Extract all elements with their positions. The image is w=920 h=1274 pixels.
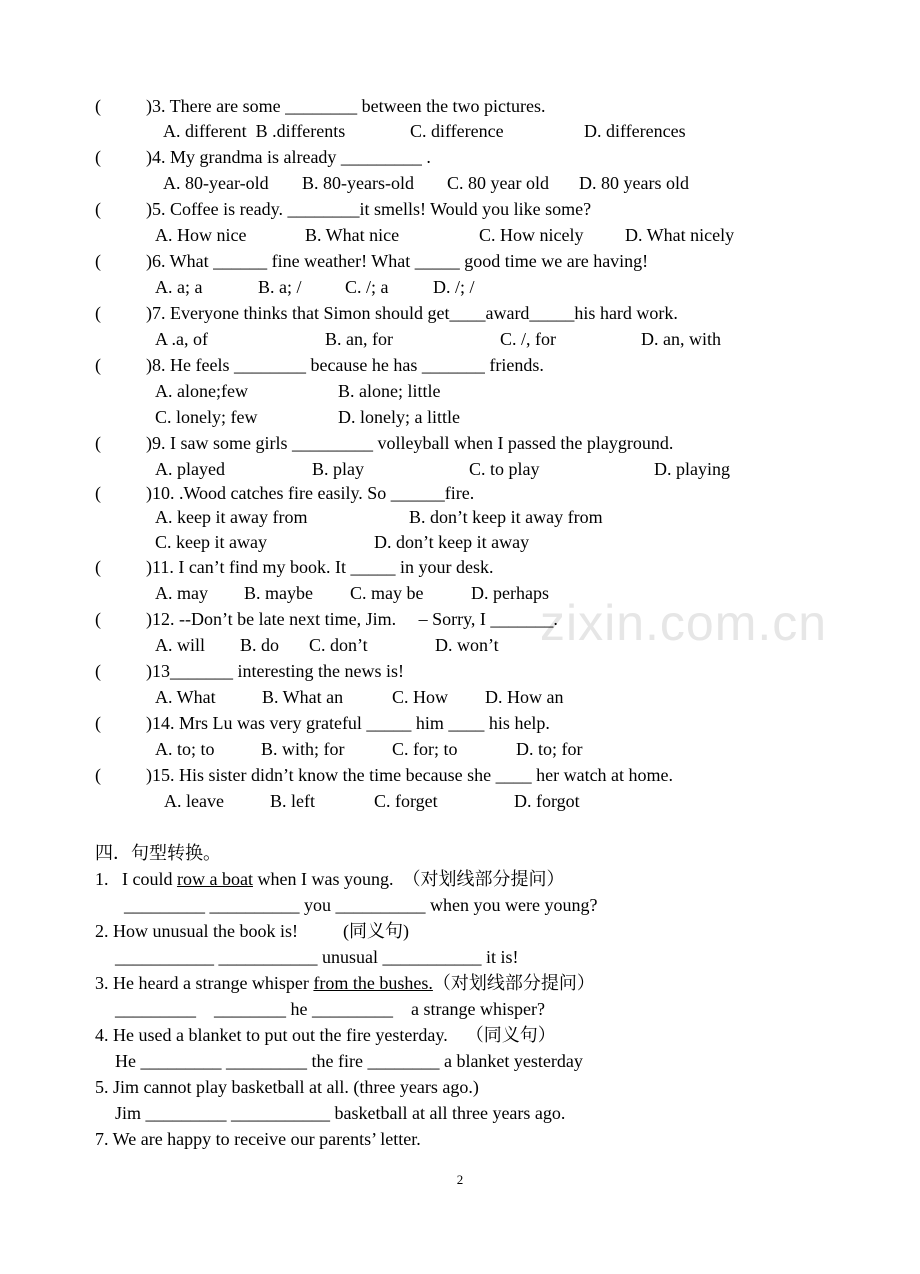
question-text: ( )12. --Don’t be late next time, Jim. – Sorry, I _______. bbox=[95, 609, 558, 629]
line-text: 3. He heard a strange whisper bbox=[95, 973, 314, 993]
answer-option: B. What an bbox=[262, 687, 344, 707]
answer-option: D. an, with bbox=[641, 329, 721, 349]
line-text: _________ ________ he _________ a strange whisper? bbox=[115, 999, 545, 1019]
answer-option: D. perhaps bbox=[471, 583, 549, 603]
underlined-text: row a boat bbox=[176, 869, 253, 889]
line-text: 2. How unusual the book is! (同义句) bbox=[95, 921, 409, 941]
question-text: ( )5. Coffee is ready. ________it smells! Would you like some? bbox=[95, 199, 592, 219]
line-text: 7. We are happy to receive our parents’ letter. bbox=[95, 1129, 421, 1149]
exercise-line bbox=[124, 894, 597, 916]
answer-option: A. to; to bbox=[155, 739, 215, 759]
line-text: 4. He used a blanket to put out the fire yesterday. （同义句） bbox=[95, 1025, 556, 1045]
answer-option: C. How bbox=[392, 687, 449, 707]
page-number: 2 bbox=[456, 1172, 464, 1187]
answer-option: C. difference bbox=[410, 121, 504, 141]
question-text: ( )8. He feels ________ because he has _______ friends. bbox=[95, 355, 544, 375]
question-text: ( )11. I can’t find my book. It _____ in your desk. bbox=[95, 557, 494, 577]
line-text: _________ __________ you __________ when you were young? bbox=[124, 895, 598, 915]
answer-option: B. with; for bbox=[261, 739, 345, 759]
question-text: ( )3. There are some ________ between the two pictures. bbox=[95, 96, 546, 116]
question-text: ( )6. What ______ fine weather! What _____ good time we are having! bbox=[95, 251, 649, 271]
question-text: ( )7. Everyone thinks that Simon should get____award_____his hard work. bbox=[95, 303, 678, 323]
answer-option: B. a; / bbox=[258, 277, 302, 297]
answer-option: B. alone; little bbox=[338, 381, 441, 401]
answer-option: D. /; / bbox=[433, 277, 475, 297]
answer-option: A .a, of bbox=[155, 329, 208, 349]
answer-option: A. different B .differents bbox=[163, 121, 346, 141]
answer-option: B. What nice bbox=[305, 225, 400, 245]
answer-option: B. left bbox=[270, 791, 315, 811]
answer-option: D. lonely; a little bbox=[338, 407, 460, 427]
answer-option: A. may bbox=[155, 583, 208, 603]
line-text: Jim _________ ___________ basketball at all three years ago. bbox=[115, 1103, 566, 1123]
question-text: ( )10. .Wood catches fire easily. So ______fire. bbox=[95, 483, 475, 503]
exercise-line bbox=[115, 1050, 583, 1072]
answer-option: C. forget bbox=[374, 791, 438, 811]
answer-option: D. differences bbox=[584, 121, 686, 141]
answer-option: C. to play bbox=[469, 459, 540, 479]
answer-option: C. /, for bbox=[500, 329, 556, 349]
exercise-line bbox=[95, 1024, 556, 1046]
answer-option: D. don’t keep it away bbox=[374, 532, 530, 552]
answer-option: B. 80-years-old bbox=[302, 173, 414, 193]
answer-option: D. won’t bbox=[435, 635, 499, 655]
exercise-line bbox=[95, 868, 564, 890]
question-text: ( )9. I saw some girls _________ volleyball when I passed the playground. bbox=[95, 433, 674, 453]
line-text: 5. Jim cannot play basketball at all. (three years ago.) bbox=[95, 1077, 479, 1097]
underlined-text: from the bushes. bbox=[313, 973, 433, 993]
exercise-line bbox=[95, 972, 595, 994]
answer-option: C. How nicely bbox=[479, 225, 584, 245]
answer-option: A. What bbox=[155, 687, 216, 707]
answer-option: B. an, for bbox=[325, 329, 393, 349]
answer-option: A. a; a bbox=[155, 277, 203, 297]
answer-option: A. 80-year-old bbox=[163, 173, 269, 193]
exercise-line bbox=[115, 946, 519, 968]
question-text: ( )15. His sister didn’t know the time because she ____ her watch at home. bbox=[95, 765, 674, 785]
answer-option: A. keep it away from bbox=[155, 507, 308, 527]
line-text: ___________ ___________ unusual ___________ it is! bbox=[115, 947, 519, 967]
answer-option: C. keep it away bbox=[155, 532, 267, 552]
line-text: He _________ _________ the fire ________ a blanket yesterday bbox=[115, 1051, 583, 1071]
answer-option: A. leave bbox=[164, 791, 224, 811]
line-text: when I was young. （对划线部分提问） bbox=[252, 869, 565, 889]
answer-option: D. 80 years old bbox=[579, 173, 689, 193]
answer-option: C. 80 year old bbox=[447, 173, 549, 193]
exercise-line bbox=[95, 920, 409, 942]
question-text: ( )14. Mrs Lu was very grateful _____ him ____ his help. bbox=[95, 713, 550, 733]
answer-option: A. will bbox=[155, 635, 206, 655]
answer-option: A. How nice bbox=[155, 225, 247, 245]
answer-option: A. alone;few bbox=[155, 381, 248, 401]
answer-option: B. don’t keep it away from bbox=[409, 507, 603, 527]
answer-option: B. do bbox=[240, 635, 280, 655]
answer-option: C. for; to bbox=[392, 739, 458, 759]
answer-option: A. played bbox=[155, 459, 225, 479]
section-heading: 四．句型转换。 bbox=[95, 843, 221, 863]
answer-option: C. lonely; few bbox=[155, 407, 258, 427]
answer-option: C. /; a bbox=[345, 277, 389, 297]
answer-option: D. forgot bbox=[514, 791, 580, 811]
answer-option: C. don’t bbox=[309, 635, 368, 655]
answer-option: D. What nicely bbox=[625, 225, 735, 245]
answer-option: B. maybe bbox=[244, 583, 313, 603]
question-text: ( )13_______ interesting the news is! bbox=[95, 661, 404, 681]
exercise-line bbox=[95, 1076, 479, 1098]
answer-option: D. How an bbox=[485, 687, 564, 707]
answer-option: D. playing bbox=[654, 459, 730, 479]
question-text: ( )4. My grandma is already _________ . bbox=[95, 147, 431, 167]
line-text: 1. I could bbox=[95, 869, 177, 889]
exercise-line bbox=[95, 1128, 421, 1150]
answer-option: C. may be bbox=[350, 583, 424, 603]
line-text: （对划线部分提问） bbox=[432, 973, 595, 993]
watermark: zixin.com.cn bbox=[540, 595, 828, 651]
exercise-line bbox=[115, 998, 545, 1020]
exercise-line bbox=[115, 1102, 565, 1124]
answer-option: B. play bbox=[312, 459, 364, 479]
answer-option: D. to; for bbox=[516, 739, 583, 759]
